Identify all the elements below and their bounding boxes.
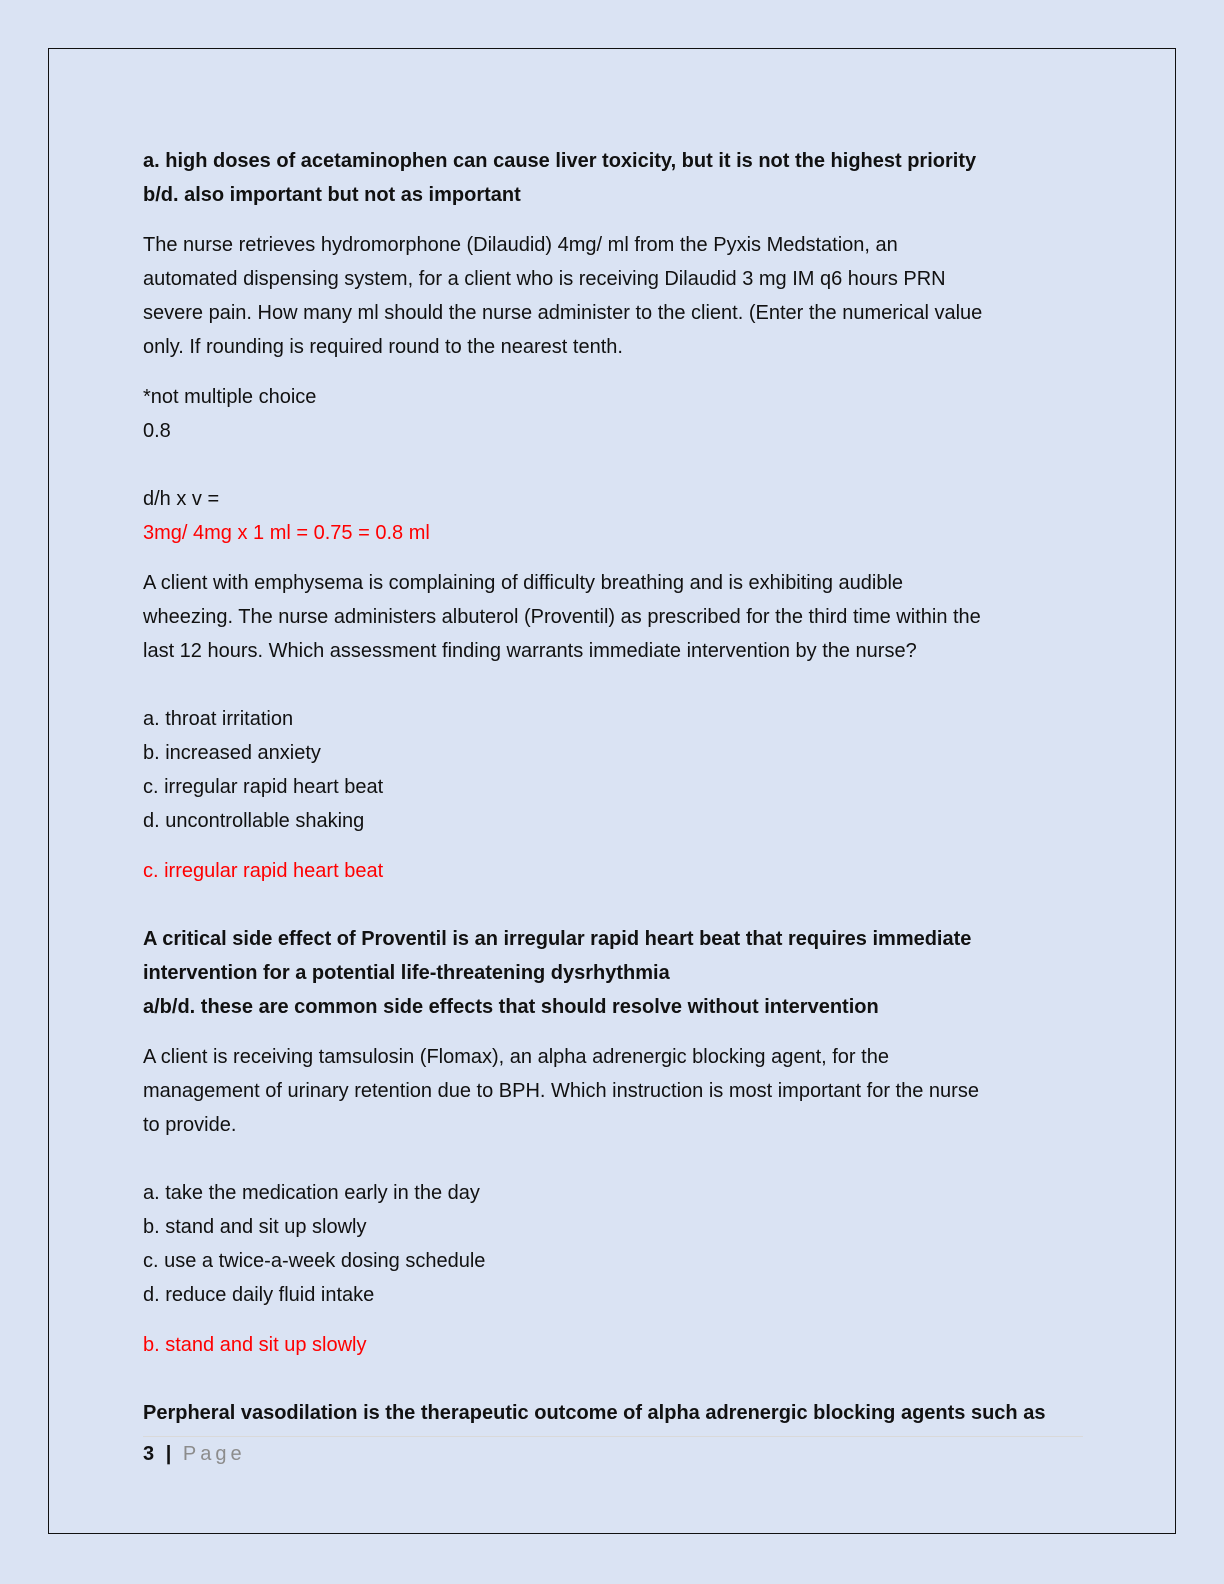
text-line: only. If rounding is required round to the nearest tenth.: [143, 336, 623, 358]
option-item: b. stand and sit up slowly: [143, 1216, 367, 1238]
question-dilaudid: [143, 228, 1083, 364]
text-line: a. high doses of acetaminophen can cause liver toxicity, but it is not the highest priority: [143, 150, 977, 172]
page-footer: [143, 1441, 246, 1467]
question-flomax: [143, 1040, 1083, 1142]
option-item: d. reduce daily fluid intake: [143, 1284, 375, 1306]
text-line: A client with emphysema is complaining of difficulty breathing and is exhibiting audible: [143, 572, 904, 594]
text-line: last 12 hours. Which assessment finding warrants immediate intervention by the nurse?: [143, 640, 917, 662]
text-line: a/b/d. these are common side effects that should resolve without intervention: [143, 996, 879, 1018]
option-item: a. throat irritation: [143, 708, 294, 730]
footer-divider: [143, 1436, 1083, 1437]
answer-dilaudid: [143, 380, 1083, 550]
text-line: severe pain. How many ml should the nurse administer to the client. (Enter the numerical value: [143, 302, 983, 324]
question-proventil: [143, 566, 1083, 668]
option-item: c. use a twice-a-week dosing schedule: [143, 1250, 486, 1272]
option-item: b. increased anxiety: [143, 742, 321, 764]
answer-proventil: c. irregular rapid heart beat: [143, 860, 384, 882]
text-line: A critical side effect of Proventil is an irregular rapid heart beat that requires immediate: [143, 928, 972, 950]
option-item: a. take the medication early in the day: [143, 1182, 480, 1204]
text-line: intervention for a potential life-threatening dysrhythmia: [143, 962, 670, 984]
page-label: Page: [182, 1443, 246, 1465]
option-item: c. irregular rapid heart beat: [143, 776, 384, 798]
text-line: automated dispensing system, for a client who is receiving Dilaudid 3 mg IM q6 hours PRN: [143, 268, 946, 290]
rationale-acetaminophen: [143, 144, 1083, 212]
footer-separator: |: [165, 1443, 172, 1465]
text-line: Perpheral vasodilation is the therapeutic outcome of alpha adrenergic blocking agents such as: [143, 1402, 1046, 1424]
answer-calculation: 3mg/ 4mg x 1 ml = 0.75 = 0.8 ml: [143, 522, 430, 544]
options-proventil: [143, 702, 1083, 838]
options-flomax: [143, 1176, 1083, 1312]
page-number: 3: [143, 1443, 155, 1465]
text-line: A client is receiving tamsulosin (Flomax), an alpha adrenergic blocking agent, for the: [143, 1046, 889, 1068]
rationale-flomax: [143, 1396, 1083, 1430]
answer-note: *not multiple choice: [143, 386, 317, 408]
text-line: management of urinary retention due to BPH. Which instruction is most important for the nurse: [143, 1080, 979, 1102]
answer-value: 0.8: [143, 420, 171, 442]
text-line: The nurse retrieves hydromorphone (Dilaudid) 4mg/ ml from the Pyxis Medstation, an: [143, 234, 898, 256]
rationale-proventil: [143, 922, 1083, 1024]
text-line: b/d. also important but not as important: [143, 184, 521, 206]
option-item: d. uncontrollable shaking: [143, 810, 365, 832]
text-line: to provide.: [143, 1114, 237, 1136]
document-body: [143, 144, 1083, 1430]
answer-formula: d/h x v =: [143, 488, 220, 510]
answer-flomax: b. stand and sit up slowly: [143, 1334, 367, 1356]
text-line: wheezing. The nurse administers albuterol (Proventil) as prescribed for the third time within the: [143, 606, 981, 628]
